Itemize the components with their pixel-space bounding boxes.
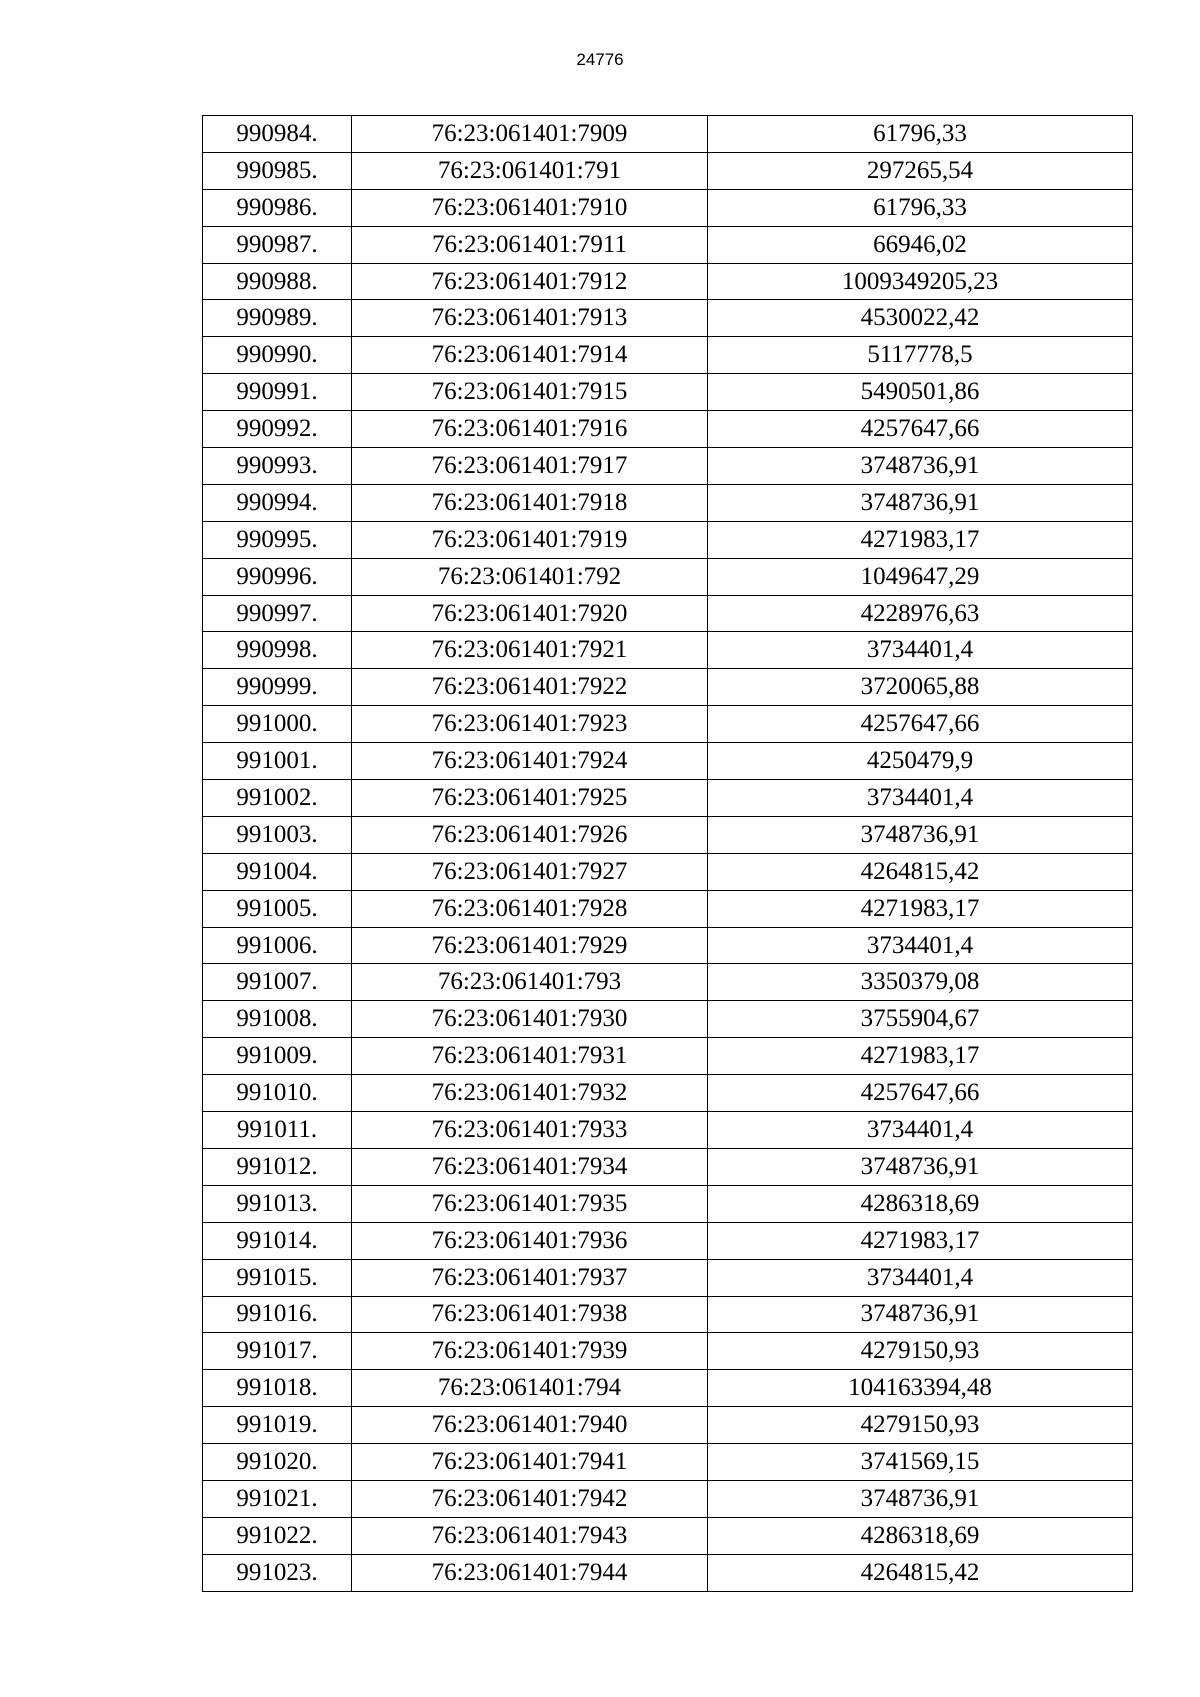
row-number-cell: 991006. [203, 927, 352, 964]
value-cell: 3755904,67 [708, 1001, 1133, 1038]
row-number-cell: 991013. [203, 1185, 352, 1222]
value-cell: 4228976,63 [708, 595, 1133, 632]
value-cell: 4271983,17 [708, 1222, 1133, 1259]
value-cell: 297265,54 [708, 152, 1133, 189]
cadastral-number-cell: 76:23:061401:7909 [352, 116, 708, 153]
value-cell: 4286318,69 [708, 1517, 1133, 1554]
table-row [203, 263, 1133, 300]
row-number-cell: 991014. [203, 1222, 352, 1259]
table-row [203, 226, 1133, 263]
cadastral-number-cell: 76:23:061401:7918 [352, 484, 708, 521]
row-number-cell: 991017. [203, 1333, 352, 1370]
value-cell: 66946,02 [708, 226, 1133, 263]
table-row [203, 780, 1133, 817]
value-cell: 4257647,66 [708, 411, 1133, 448]
row-number-cell: 991009. [203, 1038, 352, 1075]
cadastral-number-cell: 76:23:061401:7921 [352, 632, 708, 669]
cadastral-number-cell: 76:23:061401:7944 [352, 1554, 708, 1591]
cadastral-number-cell: 76:23:061401:7943 [352, 1517, 708, 1554]
value-cell: 3748736,91 [708, 1296, 1133, 1333]
table-row [203, 1259, 1133, 1296]
table-row [203, 337, 1133, 374]
row-number-cell: 991020. [203, 1444, 352, 1481]
row-number-cell: 991022. [203, 1517, 352, 1554]
row-number-cell: 990993. [203, 448, 352, 485]
value-cell: 4257647,66 [708, 1075, 1133, 1112]
table-row [203, 816, 1133, 853]
table-row [203, 927, 1133, 964]
cadastral-number-cell: 76:23:061401:7913 [352, 300, 708, 337]
value-cell: 1009349205,23 [708, 263, 1133, 300]
cadastral-number-cell: 76:23:061401:7911 [352, 226, 708, 263]
table-row [203, 1517, 1133, 1554]
row-number-cell: 991011. [203, 1112, 352, 1149]
value-cell: 4250479,9 [708, 743, 1133, 780]
row-number-cell: 991007. [203, 964, 352, 1001]
row-number-cell: 991002. [203, 780, 352, 817]
row-number-cell: 990994. [203, 484, 352, 521]
row-number-cell: 990984. [203, 116, 352, 153]
row-number-cell: 990986. [203, 189, 352, 226]
table-row [203, 152, 1133, 189]
cadastral-number-cell: 76:23:061401:7934 [352, 1148, 708, 1185]
value-cell: 3734401,4 [708, 1259, 1133, 1296]
row-number-cell: 990987. [203, 226, 352, 263]
row-number-cell: 991001. [203, 743, 352, 780]
table-row [203, 1075, 1133, 1112]
table-row [203, 484, 1133, 521]
table-row [203, 189, 1133, 226]
cadastral-number-cell: 76:23:061401:792 [352, 558, 708, 595]
cadastral-number-cell: 76:23:061401:791 [352, 152, 708, 189]
cadastral-number-cell: 76:23:061401:794 [352, 1370, 708, 1407]
cadastral-number-cell: 76:23:061401:7937 [352, 1259, 708, 1296]
table-row [203, 300, 1133, 337]
row-number-cell: 990988. [203, 263, 352, 300]
table-row [203, 1296, 1133, 1333]
row-number-cell: 991008. [203, 1001, 352, 1038]
value-cell: 1049647,29 [708, 558, 1133, 595]
row-number-cell: 990998. [203, 632, 352, 669]
cadastral-number-cell: 76:23:061401:7933 [352, 1112, 708, 1149]
cadastral-number-cell: 76:23:061401:7910 [352, 189, 708, 226]
cadastral-number-cell: 76:23:061401:7915 [352, 374, 708, 411]
cadastral-number-cell: 76:23:061401:7912 [352, 263, 708, 300]
row-number-cell: 991005. [203, 890, 352, 927]
value-cell: 61796,33 [708, 116, 1133, 153]
table-body [203, 116, 1133, 1592]
table-row [203, 669, 1133, 706]
value-cell: 104163394,48 [708, 1370, 1133, 1407]
table-row [203, 116, 1133, 153]
row-number-cell: 990992. [203, 411, 352, 448]
value-cell: 3720065,88 [708, 669, 1133, 706]
row-number-cell: 990997. [203, 595, 352, 632]
row-number-cell: 990999. [203, 669, 352, 706]
row-number-cell: 990996. [203, 558, 352, 595]
table-row [203, 1444, 1133, 1481]
cadastral-number-cell: 76:23:061401:7919 [352, 521, 708, 558]
value-cell: 4264815,42 [708, 1554, 1133, 1591]
table-row [203, 595, 1133, 632]
row-number-cell: 991016. [203, 1296, 352, 1333]
table-row [203, 743, 1133, 780]
value-cell: 3741569,15 [708, 1444, 1133, 1481]
row-number-cell: 991018. [203, 1370, 352, 1407]
value-cell: 3350379,08 [708, 964, 1133, 1001]
cadastral-number-cell: 76:23:061401:793 [352, 964, 708, 1001]
cadastral-number-cell: 76:23:061401:7923 [352, 706, 708, 743]
cadastral-number-cell: 76:23:061401:7925 [352, 780, 708, 817]
cadastral-number-cell: 76:23:061401:7935 [352, 1185, 708, 1222]
value-cell: 3748736,91 [708, 816, 1133, 853]
table-row [203, 706, 1133, 743]
table-row [203, 558, 1133, 595]
row-number-cell: 991023. [203, 1554, 352, 1591]
value-cell: 3734401,4 [708, 1112, 1133, 1149]
table-row [203, 1222, 1133, 1259]
data-table [202, 115, 1133, 1592]
row-number-cell: 990989. [203, 300, 352, 337]
cadastral-number-cell: 76:23:061401:7940 [352, 1407, 708, 1444]
cadastral-number-cell: 76:23:061401:7916 [352, 411, 708, 448]
cadastral-number-cell: 76:23:061401:7927 [352, 853, 708, 890]
row-number-cell: 991010. [203, 1075, 352, 1112]
value-cell: 3734401,4 [708, 632, 1133, 669]
table-row [203, 1112, 1133, 1149]
cadastral-number-cell: 76:23:061401:7917 [352, 448, 708, 485]
cadastral-number-cell: 76:23:061401:7928 [352, 890, 708, 927]
value-cell: 4530022,42 [708, 300, 1133, 337]
value-cell: 4279150,93 [708, 1333, 1133, 1370]
table-row [203, 1185, 1133, 1222]
table-row [203, 1370, 1133, 1407]
cadastral-number-cell: 76:23:061401:7939 [352, 1333, 708, 1370]
value-cell: 4271983,17 [708, 1038, 1133, 1075]
table-row [203, 1038, 1133, 1075]
cadastral-number-cell: 76:23:061401:7920 [352, 595, 708, 632]
row-number-cell: 990991. [203, 374, 352, 411]
row-number-cell: 991000. [203, 706, 352, 743]
table-row [203, 1333, 1133, 1370]
cadastral-number-cell: 76:23:061401:7929 [352, 927, 708, 964]
cadastral-number-cell: 76:23:061401:7922 [352, 669, 708, 706]
table-row [203, 374, 1133, 411]
table-row [203, 1480, 1133, 1517]
value-cell: 4271983,17 [708, 890, 1133, 927]
cadastral-number-cell: 76:23:061401:7941 [352, 1444, 708, 1481]
table-row [203, 448, 1133, 485]
cadastral-number-cell: 76:23:061401:7914 [352, 337, 708, 374]
value-cell: 3748736,91 [708, 484, 1133, 521]
value-cell: 3734401,4 [708, 780, 1133, 817]
cadastral-number-cell: 76:23:061401:7938 [352, 1296, 708, 1333]
row-number-cell: 990995. [203, 521, 352, 558]
table-row [203, 1407, 1133, 1444]
value-cell: 5117778,5 [708, 337, 1133, 374]
cadastral-number-cell: 76:23:061401:7930 [352, 1001, 708, 1038]
table-row [203, 1554, 1133, 1591]
cadastral-number-cell: 76:23:061401:7931 [352, 1038, 708, 1075]
value-cell: 3748736,91 [708, 1480, 1133, 1517]
row-number-cell: 990985. [203, 152, 352, 189]
table-row [203, 853, 1133, 890]
value-cell: 4286318,69 [708, 1185, 1133, 1222]
cadastral-number-cell: 76:23:061401:7936 [352, 1222, 708, 1259]
row-number-cell: 990990. [203, 337, 352, 374]
cadastral-number-cell: 76:23:061401:7926 [352, 816, 708, 853]
value-cell: 3748736,91 [708, 448, 1133, 485]
value-cell: 4264815,42 [708, 853, 1133, 890]
value-cell: 4279150,93 [708, 1407, 1133, 1444]
cadastral-number-cell: 76:23:061401:7924 [352, 743, 708, 780]
row-number-cell: 991003. [203, 816, 352, 853]
page-number: 24776 [576, 50, 624, 69]
table-row [203, 1148, 1133, 1185]
table-row [203, 632, 1133, 669]
cadastral-number-cell: 76:23:061401:7932 [352, 1075, 708, 1112]
row-number-cell: 991021. [203, 1480, 352, 1517]
value-cell: 61796,33 [708, 189, 1133, 226]
cadastral-number-cell: 76:23:061401:7942 [352, 1480, 708, 1517]
value-cell: 3734401,4 [708, 927, 1133, 964]
table-row [203, 411, 1133, 448]
value-cell: 3748736,91 [708, 1148, 1133, 1185]
value-cell: 4271983,17 [708, 521, 1133, 558]
row-number-cell: 991012. [203, 1148, 352, 1185]
row-number-cell: 991019. [203, 1407, 352, 1444]
table-row [203, 521, 1133, 558]
table-row [203, 1001, 1133, 1038]
row-number-cell: 991015. [203, 1259, 352, 1296]
value-cell: 4257647,66 [708, 706, 1133, 743]
table-row [203, 890, 1133, 927]
row-number-cell: 991004. [203, 853, 352, 890]
table-row [203, 964, 1133, 1001]
value-cell: 5490501,86 [708, 374, 1133, 411]
